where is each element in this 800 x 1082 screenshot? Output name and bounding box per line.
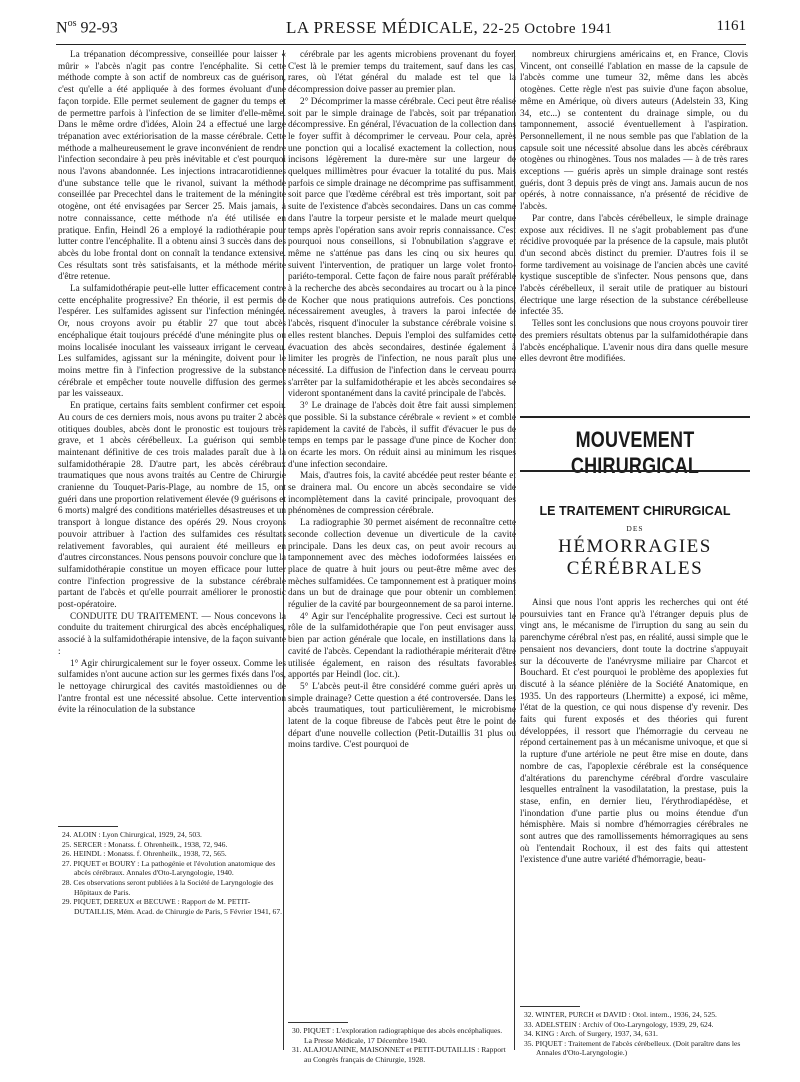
article-title: LE TRAITEMENT CHIRURGICAL bbox=[539, 504, 731, 518]
footnote: 29. PIQUET, DEREUX et BECUWE : Rapport de M. PETIT-DUTAILLIS, Mém. Acad. de Chirurgie de Paris, 5 Février 1941, 67. bbox=[62, 897, 283, 916]
paragraph: Mais, d'autres fois, la cavité abcédée peut rester béante et se drainera mal. Ou encore un abcès secondaire se vide incomplètement dans la cavité principale, provoquant des phénomènes de compression cérébrale. bbox=[288, 471, 516, 517]
paragraph: nombreux chirurgiens américains et, en France, Clovis Vincent, ont conseillé l'ablation en masse de la capsule de l'abcès comme une tumeur 32, même dans les abcès otogènes. Cette règle n'est pas suivie d'une façon absolue, même en Amérique, où divers auteurs (Adelstein 33, King 34, etc...) se contentent du drainage simple, ou du tamponnement, associé éventuellement à l'aspiration. Personnellement, il ne nous semble pas que l'ablation de la capsule soit une nécessité absolue dans les abcès cérébraux otogènes ou rhinogènes. Tous nos malades — à de très rares exceptions — guéris après un simple drainage sont restés guéris, dont 3 depuis près de vingt ans. Jamais aucun de nos opérés, à notre connaissance, n'a présenté de récidive de l'abcès. bbox=[520, 50, 748, 213]
paragraph: 1° Agir chirurgicalement sur le foyer osseux. Comme les sulfamides n'ont aucune action sur les germes fixés dans l'os, le nettoyage chirurgical des cavités mastoïdiennes ou de l'antre frontal est une nécessité absolue. Cette intervention évite la réinoculation de la substance bbox=[58, 658, 286, 716]
column-1 bbox=[58, 50, 286, 820]
paragraph: Telles sont les conclusions que nous croyons pouvoir tirer des premiers résultats obtenus par la sulfamidothérapie dans l'abcès encéphalique. L'avenir nous dira dans quelle mesure elles devront être modifiées. bbox=[520, 319, 748, 365]
footnotes-column-1 bbox=[62, 830, 284, 950]
paragraph: 4° Agir sur l'encéphalite progressive. Ceci est surtout le rôle de la sulfamidothérapie que l'on peut envisager aussi bien par action générale que locale, en instillations dans la cavité de l'abcès. Cependant la radiothérapie mériterait d'être utilisée également, en raison des résultats favorables apportés par Heindl (loc. cit.). bbox=[288, 611, 516, 681]
article-title-main: HÉMORRAGIES CÉRÉBRALES bbox=[558, 536, 712, 579]
footnote: 24. ALOIN : Lyon Chirurgical, 1929, 24, 503. bbox=[62, 830, 202, 839]
header-rule bbox=[56, 44, 746, 45]
paragraph: La radiographie 30 permet aisément de reconnaître cette seconde collection devenue un diverticule de la cavité principale. Dans les deux cas, on peut avoir recours au tamponnement avec des mèches iodoformées laissées en place de quatre à huit jours ou peut-être même avec des mèches sulfamidées. Ce tamponnement est à pratiquer moins dans un but de drainage que pour obtenir un comblement régulier de la cavité par bourgeonnement de sa paroi interne. bbox=[288, 518, 516, 611]
paragraph: La trépanation décompressive, conseillée pour laisser « mûrir » l'abcès n'agit pas contre l'encéphalite. Si cette méthode compte à son actif de nombreux cas de guérison, c'est qu'elle a été appliquée à des formes évoluant d'une façon torpide. Elle permet seulement de gagner du temps et de permettre parfois à l'infection de se limiter d'elle-même. Dans le même ordre d'idées, Aloin 24 a effectué une large trépanation avec extériorisation de la masse cérébrale. Cette méthode a malheureusement le grave inconvénient de rendre l'infection secondaire à peu près inévitable et c'est pourquoi nous l'avons abandonnée. Les injections intracarotidiennes d'une substance telle que le rivanol, suivant la méthode conseillée par Precechtel dans le traitement de la méningite otogène, ont été envisagées par Sercer 25. Mais jamais, à notre connaissance, cette méthode n'a été utilisée en pratique. Enfin, Heindl 26 a employé la radiothérapie pour lutter contre l'encéphalite. Il a obtenu ainsi 3 succès dans des abcès du lobe frontal dont on connaît la tendance extensive. Ces résultats sont très satisfaisants, et la méthode mérite d'être retenue. bbox=[58, 50, 286, 283]
paragraph: 3° Le drainage de l'abcès doit être fait aussi simplement que possible. Si la substance cérébrale « revient » et comble rapidement la cavité de l'abcès, il suffit d'évacuer le pus de temps en temps par le passage d'une pince de Kocher dont on écarte les mors. On réduit ainsi au minimum les risques d'une infection secondaire. bbox=[288, 401, 516, 470]
footnote: 34. KING : Arch. of Surgery, 1937, 34, 631. bbox=[524, 1029, 658, 1039]
footnote: 35. PIQUET : Traitement de l'abcès cérébelleux. (Doit paraître dans les Annales d'Oto-Laryngologie.) bbox=[524, 1038, 741, 1058]
footnote-rule bbox=[58, 826, 118, 827]
section-title: MOUVEMENT CHIRURGICAL bbox=[570, 426, 700, 478]
column-divider bbox=[514, 50, 515, 1050]
footnote: 30. PIQUET : L'exploration radiographique des abcès encéphaliques. La Presse Médicale, 17 Décembre 1940. bbox=[292, 1026, 503, 1045]
footnote: 28. Ces observations seront publiées à la Société de Laryngologie des Hôpitaux de Paris. bbox=[62, 877, 274, 897]
footnotes-column-2 bbox=[292, 1026, 512, 1076]
footnote: 25. SERCER : Monatss. f. Ohrenheilk., 1938, 72, 946. bbox=[62, 839, 228, 849]
article-title-connector: DES bbox=[626, 524, 644, 533]
column-3 bbox=[520, 50, 748, 400]
footnote-rule bbox=[520, 1006, 580, 1007]
section-rule-top bbox=[520, 416, 750, 418]
footnote: 31. ALAJOUANINE, MAISONNET et PETIT-DUTAILLIS : Rapport au Congrès français de Chirurgie, 1928. bbox=[292, 1045, 506, 1064]
paragraph: Par contre, dans l'abcès cérébelleux, le simple drainage expose aux récidives. Il ne s'agit probablement pas d'une récidive provoquée par la présence de la capsule, mais plutôt d'un second abcès distinct du premier. D'autres fois il se forme tardivement au voisinage de l'ancien abcès une cavité kystique susceptible de s'infecter. Nous pensons que, dans l'abcès cérébelleux, il serait utile de pratiquer au bistouri électrique une large résection de la substance cérébelleuse infectée 35. bbox=[520, 213, 748, 318]
column-3-article bbox=[520, 598, 748, 1046]
footnote: 32. WINTER, PURCH et DAVID : Otol. intern., 1936, 24, 525. bbox=[524, 1010, 717, 1019]
paragraph: En pratique, certains faits semblent confirmer cet espoir. Au cours de ces derniers mois, nous avons pu traiter 2 abcès otitiques doubles, abcès dont le pronostic est toujours très grave, et 1 abcès cérébelleux. La guérison qui semble maintenant définitive de ces trois malades paraît due à la sulfamidothérapie 28. D'autre part, les abcès cérébraux traumatiques que nous avons traités au Centre de Chirurgie cranienne du Touquet-Paris-Plage, au nombre de 15, ont guéri dans une proportion relativement élevée (9 guérisons et 6 morts) malgré des conditions matérielles désastreuses et un transport à longue distance des opérés 29. Nous croyons pouvoir attribuer à l'action des sulfamides ces résultats relativement favorables, qui auraient été meilleurs en d'autres circonstances. Nous pensons pouvoir conclure que la sulfamidothérapie constitue un moyen efficace pour lutter contre l'infection progressive de la substance cérébrale partant de l'abcès et qu'elle pourrait améliorer le pronostic post-opératoire. bbox=[58, 401, 286, 611]
page-header bbox=[56, 18, 746, 42]
paragraph: La sulfamidothérapie peut-elle lutter efficacement contre cette encéphalite progressive? En théorie, il est permis de l'espérer. Les sulfamides agissent sur l'infection méningée. Or, nous croyons avoir pu établir 27 que tout abcès encéphalique était toujours précédé d'une méningite plus ou moins localisée inoculant les vaisseaux irrigant le cerveau. Les sulfamides, agissant sur la méningite, doivent pour le moins mettre fin à l'infection progressive de la substance cérébrale et empêcher toute nouvelle diffusion des germes par les vaisseaux. bbox=[58, 284, 286, 400]
paragraph: cérébrale par les agents microbiens provenant du foyer. C'est là le premier temps du traitement, sauf dans les cas, rares, où l'état général du malade est tel que la décompression doive passer au premier plan. bbox=[288, 50, 516, 96]
footnote-rule bbox=[288, 1022, 348, 1023]
paragraph: 2° Décomprimer la masse cérébrale. Ceci peut être réalisé soit par le simple drainage de l'abcès, soit par trépanation décompressive. En général, l'évacuation de la collection dans le foyer suffit à décomprimer le cerveau. Pour cela, après une ponction qui a localisé exactement la collection, nous incisons légèrement la dure-mère sur une largeur de quelques millimètres pour évacuer la totalité du pus. Mais parfois ce simple drainage ne décomprime pas suffisamment, soit parce que l'œdème cérébral est très important, soit par suite de l'existence d'abcès secondaires. Dans un cas comme dans l'autre la torpeur persiste et le malade meurt quelque temps après l'opération sans avoir repris connaissance. C'est pourquoi nous conseillons, si l'obnubilation s'aggrave et même ne s'atténue pas dans les cinq ou six heures qui suivent l'intervention, de pratiquer un large volet fronto-pariéto-temporal. Cette façon de faire nous paraît préférable à la recherche des abcès secondaires au trocart ou à la pince de Kocher que nous pratiquions autrefois. Ces ponctions, nécessairement aveugles, à travers la paroi infectée de l'abcès, risquent d'inoculer la substance cérébrale voisine si elles restent blanches. Depuis l'emploi des sulfamides cette évacuation des abcès secondaires, destinée également à limiter les progrès de l'infection, ne nous paraît plus une nécessité. La diffusion de l'infection dans le cerveau pourra s'arrêter par la sulfamidothérapie et les abcès secondaires se videront spontanément dans la cavité principale de l'abcès. bbox=[288, 96, 516, 400]
paragraph: Ainsi que nous l'ont appris les recherches qui ont été poursuivies tant en France qu'à l'étranger depuis plus de vingt ans, le mécanisme de l'irruption du sang au sein du parenchyme cérébral n'est pas, en réalité, aussi simple que le pensaient nos devanciers, dont toute la doctrine s'appuyait sur la découverte de l'anévrysme miliaire par Charcot et Bouchard. Et c'est pourquoi le problème des apoplexies fut discuté à la séance plénière de la Société Anatomique, en 1935. Un des rapporteurs (Lhermitte) a exposé, ici même, l'état de la question, ce qui nous dispense d'y revenir. Des faits qui furent exposés et des théories qui furent développées, il ressort que l'hémorragie du cerveau ne répond certainement pas à un mécanisme univoque, et que si la rupture d'une artériole ne peut être mise en doute, dans nombre de cas, l'apoplexie cérébrale est la conséquence d'altérations du parenchyme cérébral d'ordre vasculaire lesquelles entraînent la vasodilatation, la prestase, puis la stase, enfin, en dernier lieu, l'érythrodiapédèse, et l'inondation d'une partie plus ou moins étendue d'un hémisphère. Mais si nombre d'hémorragies cérébrales ne sont autres que des ramollissements hémorragiques au sens où l'entendait Rochoux, il est des faits qui attestent l'existence d'une autre variété d'hémorragie, beau- bbox=[520, 598, 748, 866]
issue-number: $N^{os}$ 92-93 bbox=[56, 18, 118, 37]
paragraph: CONDUITE DU TRAITEMENT. — Nous concevons la conduite du traitement chirurgical des abcès encéphaliques, associé à la sulfamidothérapie intensive, de la façon suivante : bbox=[58, 611, 286, 657]
section-rule-bottom bbox=[520, 470, 750, 472]
footnotes-column-3 bbox=[524, 1010, 748, 1078]
paragraph: 5° L'abcès peut-il être considéré comme guéri après un simple drainage? Cette question a été controversée. Dans les abcès traumatiques, tout particulièrement, le microbisme latent de la coque fibreuse de l'abcès peut être le point de départ d'une nouvelle collection (Petit-Dutaillis 31 plus ou moins tardive. C'est pourquoi de bbox=[288, 681, 516, 751]
footnote: 27. PIQUET et BOURY : La pathogénie et l'évolution anatomique des abcès cérébraux. Annales d'Oto-Laryngologie, 1940. bbox=[62, 858, 276, 878]
footnote: 33. ADELSTEIN : Archiv of Oto-Laryngology, 1939, 29, 624. bbox=[524, 1019, 714, 1029]
footnote: 26. HEINDL : Monatss. f. Ohrenheilk., 1938, 72, 565. bbox=[62, 849, 227, 859]
column-2 bbox=[288, 50, 516, 820]
journal-title: LA PRESSE MÉDICALE, 22-25 Octobre 1941 bbox=[286, 18, 613, 37]
page-number: 1161 bbox=[716, 18, 746, 34]
